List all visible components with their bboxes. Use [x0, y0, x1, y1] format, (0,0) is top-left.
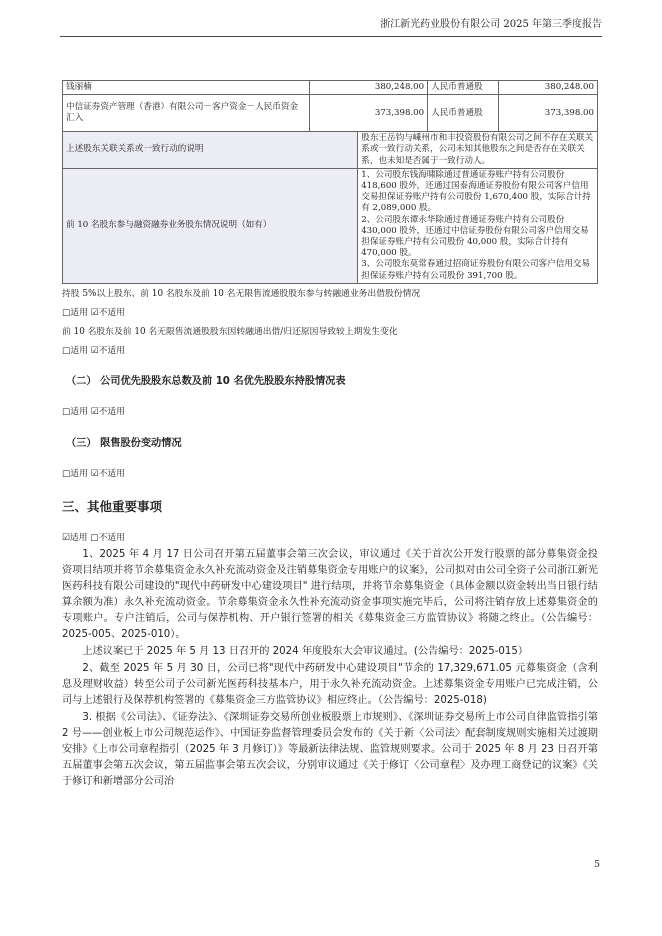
table-row [63, 81, 598, 95]
other-matters-body [62, 547, 598, 791]
share-type-amount: 373,398.00 [544, 107, 594, 118]
lending-title: 持股 5%以上股东、前 10 名股东及前 10 名无限售流通股股东参与转融通业务出借股份情况 [62, 289, 421, 299]
table-row [63, 132, 598, 169]
margin-items [358, 168, 598, 283]
share-type: 人民币普通股 [428, 81, 499, 94]
table-row [63, 168, 598, 283]
other-matters-option: ☑适用 □不适用 [62, 533, 125, 543]
paragraph: 上述议案已于 2025 年 5 月 13 日召开的 2024 年度股东大会审议通过。(公告编号：2025-015） [82, 646, 529, 657]
lending-option: □适用 ☑不适用 [62, 308, 125, 318]
page-header [60, 14, 602, 37]
shareholder-table [62, 80, 598, 284]
preferred-shares-heading: （二） 公司优先股股东总数及前 10 名优先股股东持股情况表 [66, 376, 346, 387]
preferred-shares-option: □适用 ☑不适用 [62, 407, 125, 417]
other-matters-heading: 三、其他重要事项 [62, 499, 163, 514]
change-option: □适用 ☑不适用 [62, 346, 125, 356]
relation-text: 股东王岳钧与嵊州市和丰投资股份有限公司之间不存在关联关系或一致行动关系，公司未知其他股东之间是否存在关联关系，也未知是否属于一致行动人。 [358, 132, 598, 169]
table-row [63, 95, 598, 132]
share-type-amount: 380,248.00 [544, 82, 594, 92]
margin-item: 2、公司股东谭永华除通过普通证券账户持有公司股份 430,000 股外，还通过中信证券股份有限公司客户信用交易担保证券账户持有公司股份 40,000 股，实际合计持有 470,000 股。 [361, 214, 589, 259]
margin-label: 前 10 名股东参与融资融券业务股东情况说明（如有） [63, 168, 358, 283]
share-type: 人民币普通股 [428, 95, 499, 131]
margin-item: 1、公司股东钱海啸除通过普通证券账户持有公司股份 418,600 股外，还通过国泰海通证券股份有限公司客户信用交易担保证券账户持有公司股份 1,670,400 股，实际合计持有 2,089,000 股。 [361, 169, 591, 214]
report-title: 浙江新光药业股份有限公司 2025 年第三季度报告 [380, 19, 602, 30]
shareholder-name: 中信证券资产管理（香港）有限公司－客户资金－人民币资金汇入 [63, 95, 310, 132]
margin-item: 3、公司股东莫常春通过招商证券股份有限公司客户信用交易担保证券账户持有公司股份 391,700 股。 [361, 259, 591, 281]
paragraph: 3. 根据《公司法》、《证券法》、《深圳证券交易所创业板股票上市规则》、《深圳证券交易所上市公司自律监管指引第 2 号——创业板上市公司规范运作》、中国证券监督管理委员会发布的《关于新〈公司法〉配套制度规则实施相关过渡期安排》《上市公司章程指引（2025 年 3 月修订）》等最新法律法规、监管规则要求。公司于 2025 年 8 月 23 日召开第五届董事会第五次会议，第五届监事会第五次会议，分别审议通过《关于修订〈公司章程〉及办理工商登记的议案》《关于修订和新增部分公司治 [62, 712, 598, 787]
paragraph: 2、截至 2025 年 5 月 30 日，公司已将"现代中药研发中心建设项目"节余的 17,329,671.05 元募集资金（含利息及理财收益）转至公司子公司新光医药科技基本户，用于永久补充流动资金。上述募集资金专用账户已完成注销，公司与上述银行及保荐机构签署的《募集资金三方监管协议》相应终止。（公告编号：2025-018) [62, 663, 598, 706]
restricted-shares-option: □适用 ☑不适用 [62, 469, 125, 479]
shareholder-name: 钱丽楠 [63, 81, 310, 95]
shareholder-shares: 373,398.00 [310, 95, 428, 132]
relation-label: 上述股东关联关系或一致行动的说明 [63, 132, 358, 169]
paragraph: 1、2025 年 4 月 17 日公司召开第五届董事会第三次会议，审议通过《关于首次公开发行股票的部分募集资金投资项目结项并将节余募集资金永久补充流动资金及注销募集资金专用账户的议案》，公司拟对由公司全资子公司浙江新光医药科技有限公司建设的"现代中药研发中心建设项目" 进行结项，并将节余募集资金（具体金额以资金转出当日银行结算余额为准）永久补充流动资金。节余募集资金永久性补充流动资金事项实施完毕后，公司将注销存放上述募集资金的专项账户。专户注销后，公司与保荐机构、开户银行签署的相关《募集资金三方监管协议》将随之终止。（公告编号：2025-005、2025-010）。 [62, 549, 598, 640]
change-title: 前 10 名股东及前 10 名无限售流通股股东因转融通出借/归还原因导致较上期发生变化 [62, 327, 398, 337]
restricted-shares-heading: （三） 限售股份变动情况 [66, 438, 182, 449]
shareholder-shares: 380,248.00 [310, 81, 428, 95]
page-number: 5 [594, 860, 600, 870]
